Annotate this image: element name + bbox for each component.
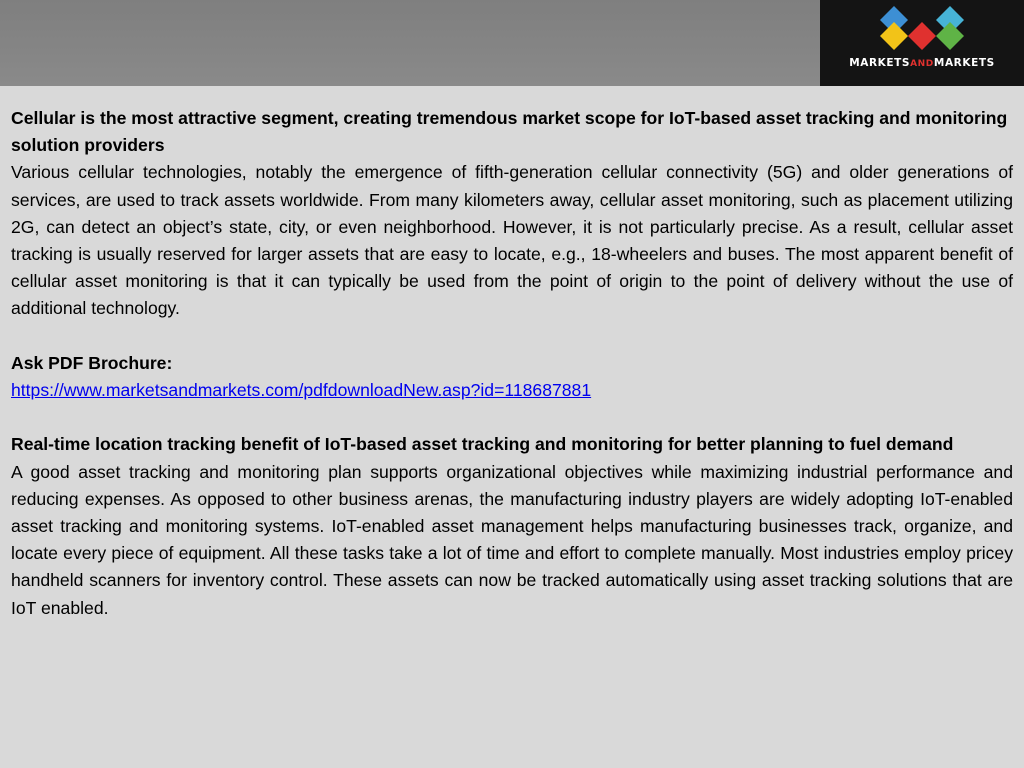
logo[interactable] <box>820 0 1024 86</box>
logo-diamonds-icon <box>870 4 974 54</box>
logo-word-left: MARKETS <box>849 57 911 69</box>
brochure-label: Ask PDF Brochure: <box>11 352 173 373</box>
document-body <box>11 105 1013 622</box>
brochure-link[interactable]: https://www.marketsandmarkets.com/pdfdownloadNew.asp?id=118687881 <box>11 380 592 401</box>
realtime-heading: Real-time location tracking benefit of IoT-based asset tracking and monitoring for better planning to fuel demand <box>11 434 954 455</box>
cellular-heading: Cellular is the most attractive segment, creating tremendous market scope for IoT-based asset tracking and monitoring solution providers <box>11 108 1008 156</box>
cellular-paragraph: Various cellular technologies, notably the emergence of fifth-generation cellular connectivity (5G) and older generations of services, are used to track assets worldwide. From many kilometers away, cellular asset monitoring, such as placement utilizing 2G, can detect an object’s state, city, or even neighborhood. However, it is not particularly precise. As a result, cellular asset tracking is usually reserved for larger assets that are easy to locate, e.g., 18-wheelers and buses. The most apparent benefit of cellular asset monitoring is that it can typically be used from the point of origin to the point of delivery without the use of additional technology. <box>11 162 1013 319</box>
logo-wordmark <box>820 57 1024 69</box>
spacer <box>11 404 1013 431</box>
realtime-paragraph: A good asset tracking and monitoring plan supports organizational objectives while maximizing industrial performance and reducing expenses. As opposed to other business arenas, the manufacturing industry players are widely adopting IoT-enabled asset tracking and monitoring systems. IoT-enabled asset management helps manufacturing businesses track, organize, and locate every piece of equipment. All these tasks take a lot of time and effort to complete manually. Most industries employ pricey handheld scanners for inventory control. These assets can now be tracked automatically using asset tracking solutions that are IoT enabled. <box>11 461 1013 618</box>
spacer <box>11 323 1013 350</box>
header-bar <box>0 0 1024 86</box>
logo-word-and: AND <box>910 59 934 69</box>
logo-word-right: MARKETS <box>933 57 995 69</box>
